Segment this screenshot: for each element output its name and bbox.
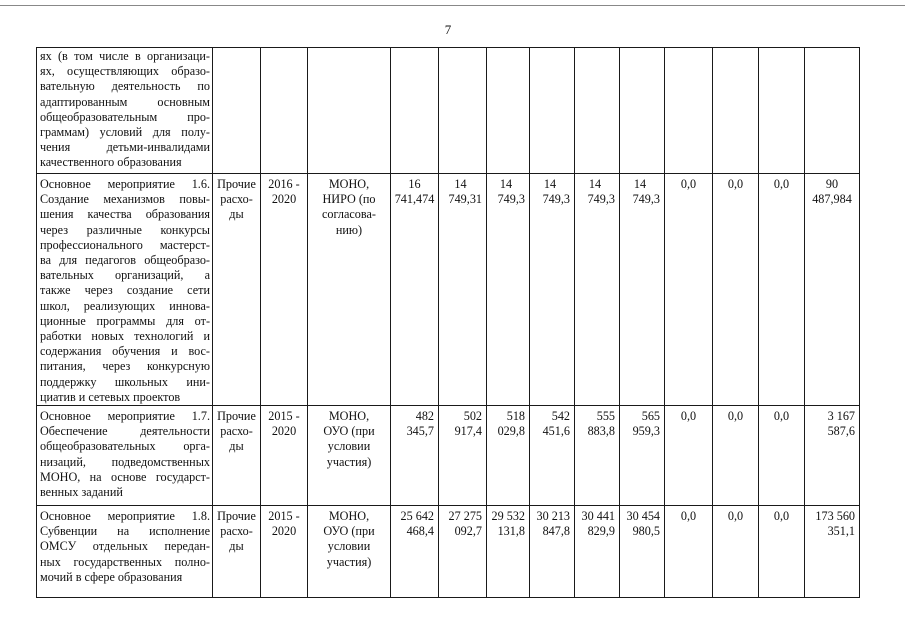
value-line: 131,8 xyxy=(497,524,525,539)
value-cell xyxy=(665,48,713,174)
value-cell xyxy=(759,506,805,598)
value-cell xyxy=(575,48,620,174)
total-cell xyxy=(805,174,860,406)
value-cell xyxy=(620,406,665,506)
value-line: 883,8 xyxy=(587,424,615,439)
expense-type-cell xyxy=(213,48,261,174)
value-cell xyxy=(530,506,575,598)
value-cell xyxy=(713,48,759,174)
description-line: циатив и сетевых проектов xyxy=(40,389,181,404)
table-row xyxy=(37,48,860,174)
expense-type-cell xyxy=(213,506,261,598)
value-line: 0,0 xyxy=(680,409,697,424)
value-line: 565 xyxy=(641,409,660,424)
executor-line: ОУО (при xyxy=(323,424,375,439)
value-line: 502 xyxy=(463,409,482,424)
value-line: 749,3 xyxy=(632,192,660,207)
description-line: вательных организаций, а xyxy=(40,268,210,283)
expense-type-line: расхо- xyxy=(220,524,253,539)
period-line: 2015 - xyxy=(268,409,300,424)
value-cell xyxy=(487,174,530,406)
description-line: мочий в сфере образования xyxy=(40,569,183,584)
description-line: низаций, подведомственных xyxy=(40,454,210,469)
value-line: 542 xyxy=(551,409,570,424)
description-line: Основное мероприятие 1.7. xyxy=(40,409,210,424)
value-line: 16 xyxy=(408,177,421,191)
value-cell xyxy=(759,406,805,506)
value-line: 14 xyxy=(499,177,513,191)
value-line: 749,3 xyxy=(587,192,615,207)
description-line: Субвенции на исполнение xyxy=(40,524,210,539)
expense-type-line: ды xyxy=(229,207,244,222)
value-cell xyxy=(439,406,487,506)
value-line: 847,8 xyxy=(542,524,570,539)
description-cell xyxy=(37,506,213,598)
value-line: 482 xyxy=(415,409,434,424)
description-line: школ, реализующих иннова- xyxy=(40,298,210,313)
value-cell xyxy=(391,48,439,174)
description-line: ных государственных полно- xyxy=(40,554,210,569)
executor-line: МОНО, xyxy=(328,177,370,191)
value-cell xyxy=(759,174,805,406)
value-line: 0,0 xyxy=(680,509,697,524)
value-line: 14 xyxy=(543,177,557,191)
value-cell xyxy=(487,506,530,598)
expense-type-line: Прочие xyxy=(217,409,256,424)
value-cell xyxy=(575,406,620,506)
value-line: 14 xyxy=(454,177,467,191)
description-line: граммам) условий для полу- xyxy=(40,125,210,140)
table-row xyxy=(37,174,860,406)
value-cell xyxy=(713,506,759,598)
value-line: 351,1 xyxy=(827,524,855,539)
scan-edge-line xyxy=(0,5,905,6)
value-cell xyxy=(487,48,530,174)
value-cell xyxy=(530,174,575,406)
description-line: ционные программы для от- xyxy=(40,313,210,328)
value-line: 0,0 xyxy=(773,509,790,524)
executor-line: участия) xyxy=(326,454,372,469)
expense-type-line: расхо- xyxy=(220,424,253,439)
value-line: 0,0 xyxy=(727,177,744,191)
value-line: 14 xyxy=(633,177,647,191)
value-cell xyxy=(620,506,665,598)
value-line: 30 213 xyxy=(536,509,570,524)
executor-line: согласова- xyxy=(322,207,376,222)
value-cell xyxy=(575,174,620,406)
value-cell xyxy=(665,506,713,598)
period-line: 2020 xyxy=(271,424,297,439)
description-cell xyxy=(37,48,213,174)
value-line: 0,0 xyxy=(727,409,744,424)
executor-line: нию) xyxy=(335,222,363,237)
description-line: содержания обучения и вос- xyxy=(40,344,210,359)
expense-type-line: Прочие xyxy=(217,509,256,524)
description-line: Основное мероприятие 1.8. xyxy=(40,509,210,524)
description-line: чения детьми-инвалидами xyxy=(40,140,210,155)
value-cell xyxy=(575,506,620,598)
value-line: 092,7 xyxy=(454,524,482,539)
period-line: 2015 - xyxy=(268,509,300,524)
value-line: 487,984 xyxy=(812,192,852,207)
executor-line: условии xyxy=(327,439,371,454)
value-line: 518 xyxy=(506,409,525,424)
value-line: 749,3 xyxy=(542,192,570,207)
total-cell xyxy=(805,506,860,598)
executor-cell xyxy=(308,48,391,174)
total-cell xyxy=(805,406,860,506)
value-cell xyxy=(713,406,759,506)
description-line: шения качества образования xyxy=(40,207,210,222)
period-cell xyxy=(261,48,308,174)
value-line: 173 560 xyxy=(815,509,855,524)
description-line: адаптированным основным xyxy=(40,94,210,109)
description-line: общеобразовательных орга- xyxy=(40,439,210,454)
expense-type-cell xyxy=(213,406,261,506)
value-cell xyxy=(759,48,805,174)
description-line: ОМСУ отдельных передан- xyxy=(40,539,210,554)
value-cell xyxy=(713,174,759,406)
description-cell xyxy=(37,406,213,506)
table-row xyxy=(37,406,860,506)
value-line: 345,7 xyxy=(406,424,434,439)
value-line: 0,0 xyxy=(773,409,790,424)
value-line: 90 xyxy=(825,177,839,191)
value-cell xyxy=(487,406,530,506)
description-line: ях (в том числе в организаци- xyxy=(40,49,210,63)
value-cell xyxy=(530,406,575,506)
description-line: Обеспечение деятельности xyxy=(40,424,210,439)
description-line: МОНО, на основе государст- xyxy=(40,469,210,484)
value-line: 3 167 xyxy=(827,409,855,424)
value-cell xyxy=(665,174,713,406)
value-cell xyxy=(391,506,439,598)
executor-line: участия) xyxy=(326,554,372,569)
value-cell xyxy=(439,506,487,598)
executor-line: МОНО, xyxy=(328,409,370,424)
value-cell xyxy=(391,406,439,506)
description-line: профессионального мастерст- xyxy=(40,237,210,252)
value-line: 029,8 xyxy=(497,424,525,439)
description-line: Основное мероприятие 1.6. xyxy=(40,177,210,191)
expense-type-line: ды xyxy=(229,439,244,454)
budget-table xyxy=(36,47,860,598)
expense-type-cell xyxy=(213,174,261,406)
value-line: 749,31 xyxy=(448,192,482,207)
value-cell xyxy=(439,174,487,406)
value-line: 30 454 xyxy=(626,509,660,524)
description-line: ях, осуществляющих образо- xyxy=(40,64,210,79)
value-line: 451,6 xyxy=(542,424,570,439)
table-row xyxy=(37,506,860,598)
executor-cell xyxy=(308,406,391,506)
page-number: 7 xyxy=(444,22,452,37)
description-line: поддержку школьных ини- xyxy=(40,374,210,389)
description-line: венных заданий xyxy=(40,485,123,500)
executor-cell xyxy=(308,506,391,598)
period-cell xyxy=(261,406,308,506)
executor-cell xyxy=(308,174,391,406)
value-cell xyxy=(439,48,487,174)
description-line: общеобразовательным про- xyxy=(40,109,210,124)
value-line: 0,0 xyxy=(727,509,744,524)
period-line: 2020 xyxy=(271,192,297,207)
value-line: 29 532 xyxy=(491,509,525,524)
description-line: вательную деятельность по xyxy=(40,79,210,94)
description-line: Создание механизмов повы- xyxy=(40,192,210,207)
value-cell xyxy=(391,174,439,406)
period-line: 2016 - xyxy=(268,177,300,191)
description-line: через различные конкурсы xyxy=(40,222,210,237)
value-line: 741,474 xyxy=(394,192,435,207)
value-line: 27 275 xyxy=(448,509,482,524)
value-line: 749,3 xyxy=(497,192,525,207)
value-line: 468,4 xyxy=(406,524,434,539)
executor-line: условии xyxy=(327,539,371,554)
description-line: качественного образования xyxy=(40,155,182,170)
value-cell xyxy=(620,48,665,174)
executor-line: ОУО (при xyxy=(323,524,375,539)
executor-line: МОНО, xyxy=(328,509,370,524)
value-line: 917,4 xyxy=(454,424,482,439)
value-line: 30 441 xyxy=(581,509,615,524)
value-line: 25 642 xyxy=(400,509,434,524)
description-line: также через создание сети xyxy=(40,283,210,298)
value-line: 0,0 xyxy=(680,177,697,191)
description-line: питания, через конкурсную xyxy=(40,359,210,374)
value-cell xyxy=(665,406,713,506)
description-cell xyxy=(37,174,213,406)
expense-type-line: ды xyxy=(229,539,244,554)
expense-type-line: расхо- xyxy=(220,192,253,207)
period-cell xyxy=(261,506,308,598)
value-line: 14 xyxy=(588,177,602,191)
period-line: 2020 xyxy=(271,524,297,539)
value-line: 0,0 xyxy=(773,177,790,191)
value-cell xyxy=(620,174,665,406)
value-line: 555 xyxy=(596,409,615,424)
value-line: 959,3 xyxy=(632,424,660,439)
executor-line: НИРО (по xyxy=(322,192,376,207)
period-cell xyxy=(261,174,308,406)
description-line: работки новых технологий и xyxy=(40,329,210,344)
value-line: 587,6 xyxy=(827,424,855,439)
value-line: 829,9 xyxy=(587,524,615,539)
description-line: ва для педагогов общеобразо- xyxy=(40,253,210,268)
value-line: 980,5 xyxy=(632,524,660,539)
value-cell xyxy=(530,48,575,174)
value-cell xyxy=(805,48,860,174)
expense-type-line: Прочие xyxy=(217,177,256,191)
